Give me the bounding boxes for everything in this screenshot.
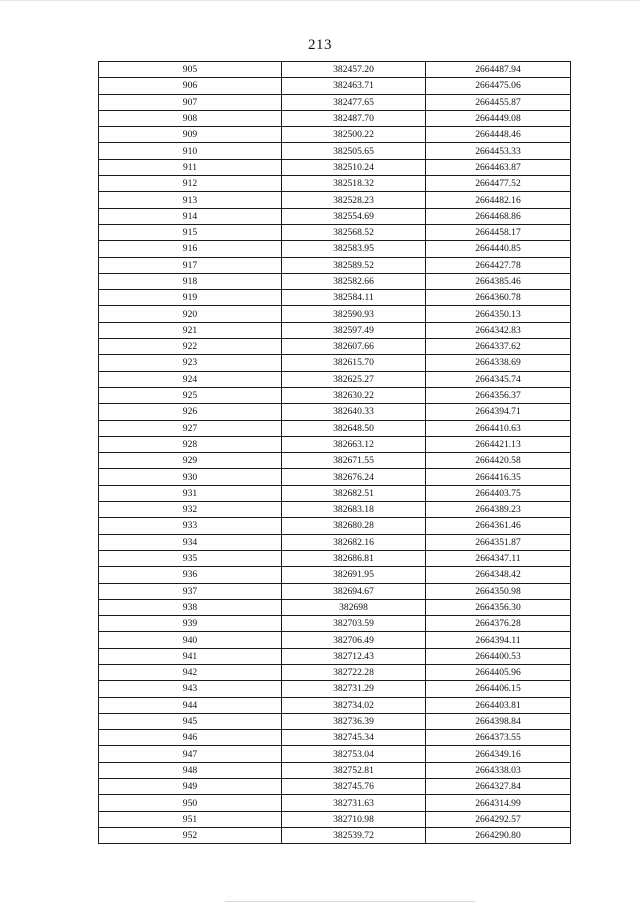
table-row xyxy=(99,583,571,599)
point-number-cell: 921 xyxy=(99,322,282,338)
point-number-cell: 914 xyxy=(99,208,282,224)
point-number-cell: 929 xyxy=(99,453,282,469)
x-coordinate-cell: 382528.23 xyxy=(282,192,426,208)
point-number-cell: 909 xyxy=(99,127,282,143)
coordinate-table-body xyxy=(99,62,571,844)
scan-edge-top xyxy=(0,0,640,1)
x-coordinate-cell: 382753.04 xyxy=(282,746,426,762)
point-number-cell: 919 xyxy=(99,290,282,306)
point-number-cell: 935 xyxy=(99,550,282,566)
y-coordinate-cell: 2664475.06 xyxy=(426,78,571,94)
y-coordinate-cell: 2664373.55 xyxy=(426,730,571,746)
y-coordinate-cell: 2664337.62 xyxy=(426,339,571,355)
point-number-cell: 917 xyxy=(99,257,282,273)
scan-edge-bottom xyxy=(225,901,475,902)
y-coordinate-cell: 2664477.52 xyxy=(426,176,571,192)
x-coordinate-cell: 382584.11 xyxy=(282,290,426,306)
x-coordinate-cell: 382752.81 xyxy=(282,762,426,778)
point-number-cell: 933 xyxy=(99,518,282,534)
point-number-cell: 934 xyxy=(99,534,282,550)
point-number-cell: 916 xyxy=(99,241,282,257)
x-coordinate-cell: 382686.81 xyxy=(282,550,426,566)
x-coordinate-cell: 382682.16 xyxy=(282,534,426,550)
x-coordinate-cell: 382691.95 xyxy=(282,567,426,583)
table-row xyxy=(99,176,571,192)
table-row xyxy=(99,746,571,762)
y-coordinate-cell: 2664349.16 xyxy=(426,746,571,762)
x-coordinate-cell: 382597.49 xyxy=(282,322,426,338)
x-coordinate-cell: 382457.20 xyxy=(282,62,426,78)
table-row xyxy=(99,730,571,746)
point-number-cell: 945 xyxy=(99,713,282,729)
x-coordinate-cell: 382712.43 xyxy=(282,648,426,664)
x-coordinate-cell: 382510.24 xyxy=(282,159,426,175)
table-row xyxy=(99,453,571,469)
y-coordinate-cell: 2664449.08 xyxy=(426,110,571,126)
point-number-cell: 932 xyxy=(99,502,282,518)
y-coordinate-cell: 2664420.58 xyxy=(426,453,571,469)
y-coordinate-cell: 2664403.81 xyxy=(426,697,571,713)
y-coordinate-cell: 2664338.03 xyxy=(426,762,571,778)
y-coordinate-cell: 2664376.28 xyxy=(426,616,571,632)
y-coordinate-cell: 2664468.86 xyxy=(426,208,571,224)
x-coordinate-cell: 382487.70 xyxy=(282,110,426,126)
table-row xyxy=(99,436,571,452)
x-coordinate-cell: 382731.29 xyxy=(282,681,426,697)
table-row xyxy=(99,811,571,827)
y-coordinate-cell: 2664458.17 xyxy=(426,224,571,240)
y-coordinate-cell: 2664350.98 xyxy=(426,583,571,599)
point-number-cell: 947 xyxy=(99,746,282,762)
x-coordinate-cell: 382671.55 xyxy=(282,453,426,469)
point-number-cell: 949 xyxy=(99,779,282,795)
table-row xyxy=(99,550,571,566)
table-row xyxy=(99,420,571,436)
y-coordinate-cell: 2664314.99 xyxy=(426,795,571,811)
x-coordinate-cell: 382648.50 xyxy=(282,420,426,436)
point-number-cell: 930 xyxy=(99,469,282,485)
table-row xyxy=(99,208,571,224)
point-number-cell: 908 xyxy=(99,110,282,126)
point-number-cell: 912 xyxy=(99,176,282,192)
page-number: 213 xyxy=(308,37,332,53)
point-number-cell: 907 xyxy=(99,94,282,110)
y-coordinate-cell: 2664350.13 xyxy=(426,306,571,322)
y-coordinate-cell: 2664448.46 xyxy=(426,127,571,143)
point-number-cell: 911 xyxy=(99,159,282,175)
table-row xyxy=(99,257,571,273)
table-row xyxy=(99,632,571,648)
x-coordinate-cell: 382590.93 xyxy=(282,306,426,322)
x-coordinate-cell: 382539.72 xyxy=(282,827,426,843)
y-coordinate-cell: 2664361.46 xyxy=(426,518,571,534)
point-number-cell: 915 xyxy=(99,224,282,240)
y-coordinate-cell: 2664403.75 xyxy=(426,485,571,501)
y-coordinate-cell: 2664421.13 xyxy=(426,436,571,452)
y-coordinate-cell: 2664394.71 xyxy=(426,404,571,420)
table-row xyxy=(99,127,571,143)
y-coordinate-cell: 2664440.85 xyxy=(426,241,571,257)
y-coordinate-cell: 2664455.87 xyxy=(426,94,571,110)
table-row xyxy=(99,599,571,615)
point-number-cell: 943 xyxy=(99,681,282,697)
table-row xyxy=(99,827,571,843)
point-number-cell: 950 xyxy=(99,795,282,811)
x-coordinate-cell: 382477.65 xyxy=(282,94,426,110)
x-coordinate-cell: 382500.22 xyxy=(282,127,426,143)
point-number-cell: 923 xyxy=(99,355,282,371)
point-number-cell: 905 xyxy=(99,62,282,78)
point-number-cell: 936 xyxy=(99,567,282,583)
y-coordinate-cell: 2664453.33 xyxy=(426,143,571,159)
point-number-cell: 913 xyxy=(99,192,282,208)
x-coordinate-cell: 382505.65 xyxy=(282,143,426,159)
y-coordinate-cell: 2664398.84 xyxy=(426,713,571,729)
y-coordinate-cell: 2664351.87 xyxy=(426,534,571,550)
table-row xyxy=(99,648,571,664)
x-coordinate-cell: 382731.63 xyxy=(282,795,426,811)
table-row xyxy=(99,78,571,94)
table-row xyxy=(99,339,571,355)
x-coordinate-cell: 382745.76 xyxy=(282,779,426,795)
y-coordinate-cell: 2664463.87 xyxy=(426,159,571,175)
y-coordinate-cell: 2664406.15 xyxy=(426,681,571,697)
x-coordinate-cell: 382683.18 xyxy=(282,502,426,518)
point-number-cell: 920 xyxy=(99,306,282,322)
y-coordinate-cell: 2664405.96 xyxy=(426,664,571,680)
x-coordinate-cell: 382583.95 xyxy=(282,241,426,257)
x-coordinate-cell: 382676.24 xyxy=(282,469,426,485)
table-row xyxy=(99,143,571,159)
table-row xyxy=(99,273,571,289)
point-number-cell: 942 xyxy=(99,664,282,680)
table-row xyxy=(99,762,571,778)
y-coordinate-cell: 2664385.46 xyxy=(426,273,571,289)
point-number-cell: 926 xyxy=(99,404,282,420)
point-number-cell: 918 xyxy=(99,273,282,289)
point-number-cell: 939 xyxy=(99,616,282,632)
table-row xyxy=(99,110,571,126)
table-row xyxy=(99,192,571,208)
y-coordinate-cell: 2664482.16 xyxy=(426,192,571,208)
y-coordinate-cell: 2664327.84 xyxy=(426,779,571,795)
y-coordinate-cell: 2664394.11 xyxy=(426,632,571,648)
point-number-cell: 928 xyxy=(99,436,282,452)
y-coordinate-cell: 2664487.94 xyxy=(426,62,571,78)
y-coordinate-cell: 2664292.57 xyxy=(426,811,571,827)
point-number-cell: 941 xyxy=(99,648,282,664)
y-coordinate-cell: 2664290.80 xyxy=(426,827,571,843)
x-coordinate-cell: 382703.59 xyxy=(282,616,426,632)
table-row xyxy=(99,224,571,240)
y-coordinate-cell: 2664356.30 xyxy=(426,599,571,615)
coordinate-table xyxy=(98,61,571,844)
x-coordinate-cell: 382682.51 xyxy=(282,485,426,501)
point-number-cell: 940 xyxy=(99,632,282,648)
y-coordinate-cell: 2664389.23 xyxy=(426,502,571,518)
x-coordinate-cell: 382680.28 xyxy=(282,518,426,534)
table-row xyxy=(99,469,571,485)
x-coordinate-cell: 382722.28 xyxy=(282,664,426,680)
y-coordinate-cell: 2664427.78 xyxy=(426,257,571,273)
x-coordinate-cell: 382706.49 xyxy=(282,632,426,648)
table-row xyxy=(99,616,571,632)
point-number-cell: 925 xyxy=(99,387,282,403)
table-row xyxy=(99,697,571,713)
y-coordinate-cell: 2664348.42 xyxy=(426,567,571,583)
table-row xyxy=(99,94,571,110)
x-coordinate-cell: 382630.22 xyxy=(282,387,426,403)
table-row xyxy=(99,795,571,811)
point-number-cell: 952 xyxy=(99,827,282,843)
y-coordinate-cell: 2664410.63 xyxy=(426,420,571,436)
table-row xyxy=(99,404,571,420)
x-coordinate-cell: 382554.69 xyxy=(282,208,426,224)
point-number-cell: 948 xyxy=(99,762,282,778)
table-row xyxy=(99,518,571,534)
x-coordinate-cell: 382736.39 xyxy=(282,713,426,729)
point-number-cell: 910 xyxy=(99,143,282,159)
x-coordinate-cell: 382698 xyxy=(282,599,426,615)
point-number-cell: 937 xyxy=(99,583,282,599)
x-coordinate-cell: 382607.66 xyxy=(282,339,426,355)
x-coordinate-cell: 382582.66 xyxy=(282,273,426,289)
point-number-cell: 938 xyxy=(99,599,282,615)
y-coordinate-cell: 2664360.78 xyxy=(426,290,571,306)
y-coordinate-cell: 2664338.69 xyxy=(426,355,571,371)
x-coordinate-cell: 382589.52 xyxy=(282,257,426,273)
table-row xyxy=(99,355,571,371)
y-coordinate-cell: 2664342.83 xyxy=(426,322,571,338)
table-row xyxy=(99,713,571,729)
y-coordinate-cell: 2664347.11 xyxy=(426,550,571,566)
point-number-cell: 927 xyxy=(99,420,282,436)
x-coordinate-cell: 382734.02 xyxy=(282,697,426,713)
table-row xyxy=(99,62,571,78)
x-coordinate-cell: 382615.70 xyxy=(282,355,426,371)
point-number-cell: 931 xyxy=(99,485,282,501)
point-number-cell: 906 xyxy=(99,78,282,94)
table-row xyxy=(99,485,571,501)
table-row xyxy=(99,779,571,795)
x-coordinate-cell: 382463.71 xyxy=(282,78,426,94)
point-number-cell: 924 xyxy=(99,371,282,387)
x-coordinate-cell: 382710.98 xyxy=(282,811,426,827)
y-coordinate-cell: 2664345.74 xyxy=(426,371,571,387)
x-coordinate-cell: 382663.12 xyxy=(282,436,426,452)
y-coordinate-cell: 2664400.53 xyxy=(426,648,571,664)
table-row xyxy=(99,567,571,583)
x-coordinate-cell: 382745.34 xyxy=(282,730,426,746)
table-row xyxy=(99,502,571,518)
y-coordinate-cell: 2664356.37 xyxy=(426,387,571,403)
y-coordinate-cell: 2664416.35 xyxy=(426,469,571,485)
table-row xyxy=(99,290,571,306)
table-row xyxy=(99,241,571,257)
point-number-cell: 944 xyxy=(99,697,282,713)
x-coordinate-cell: 382694.67 xyxy=(282,583,426,599)
table-row xyxy=(99,387,571,403)
point-number-cell: 946 xyxy=(99,730,282,746)
table-row xyxy=(99,322,571,338)
table-row xyxy=(99,371,571,387)
x-coordinate-cell: 382568.52 xyxy=(282,224,426,240)
x-coordinate-cell: 382518.32 xyxy=(282,176,426,192)
point-number-cell: 951 xyxy=(99,811,282,827)
table-row xyxy=(99,306,571,322)
x-coordinate-cell: 382640.33 xyxy=(282,404,426,420)
x-coordinate-cell: 382625.27 xyxy=(282,371,426,387)
table-row xyxy=(99,681,571,697)
table-row xyxy=(99,664,571,680)
point-number-cell: 922 xyxy=(99,339,282,355)
table-row xyxy=(99,534,571,550)
table-row xyxy=(99,159,571,175)
